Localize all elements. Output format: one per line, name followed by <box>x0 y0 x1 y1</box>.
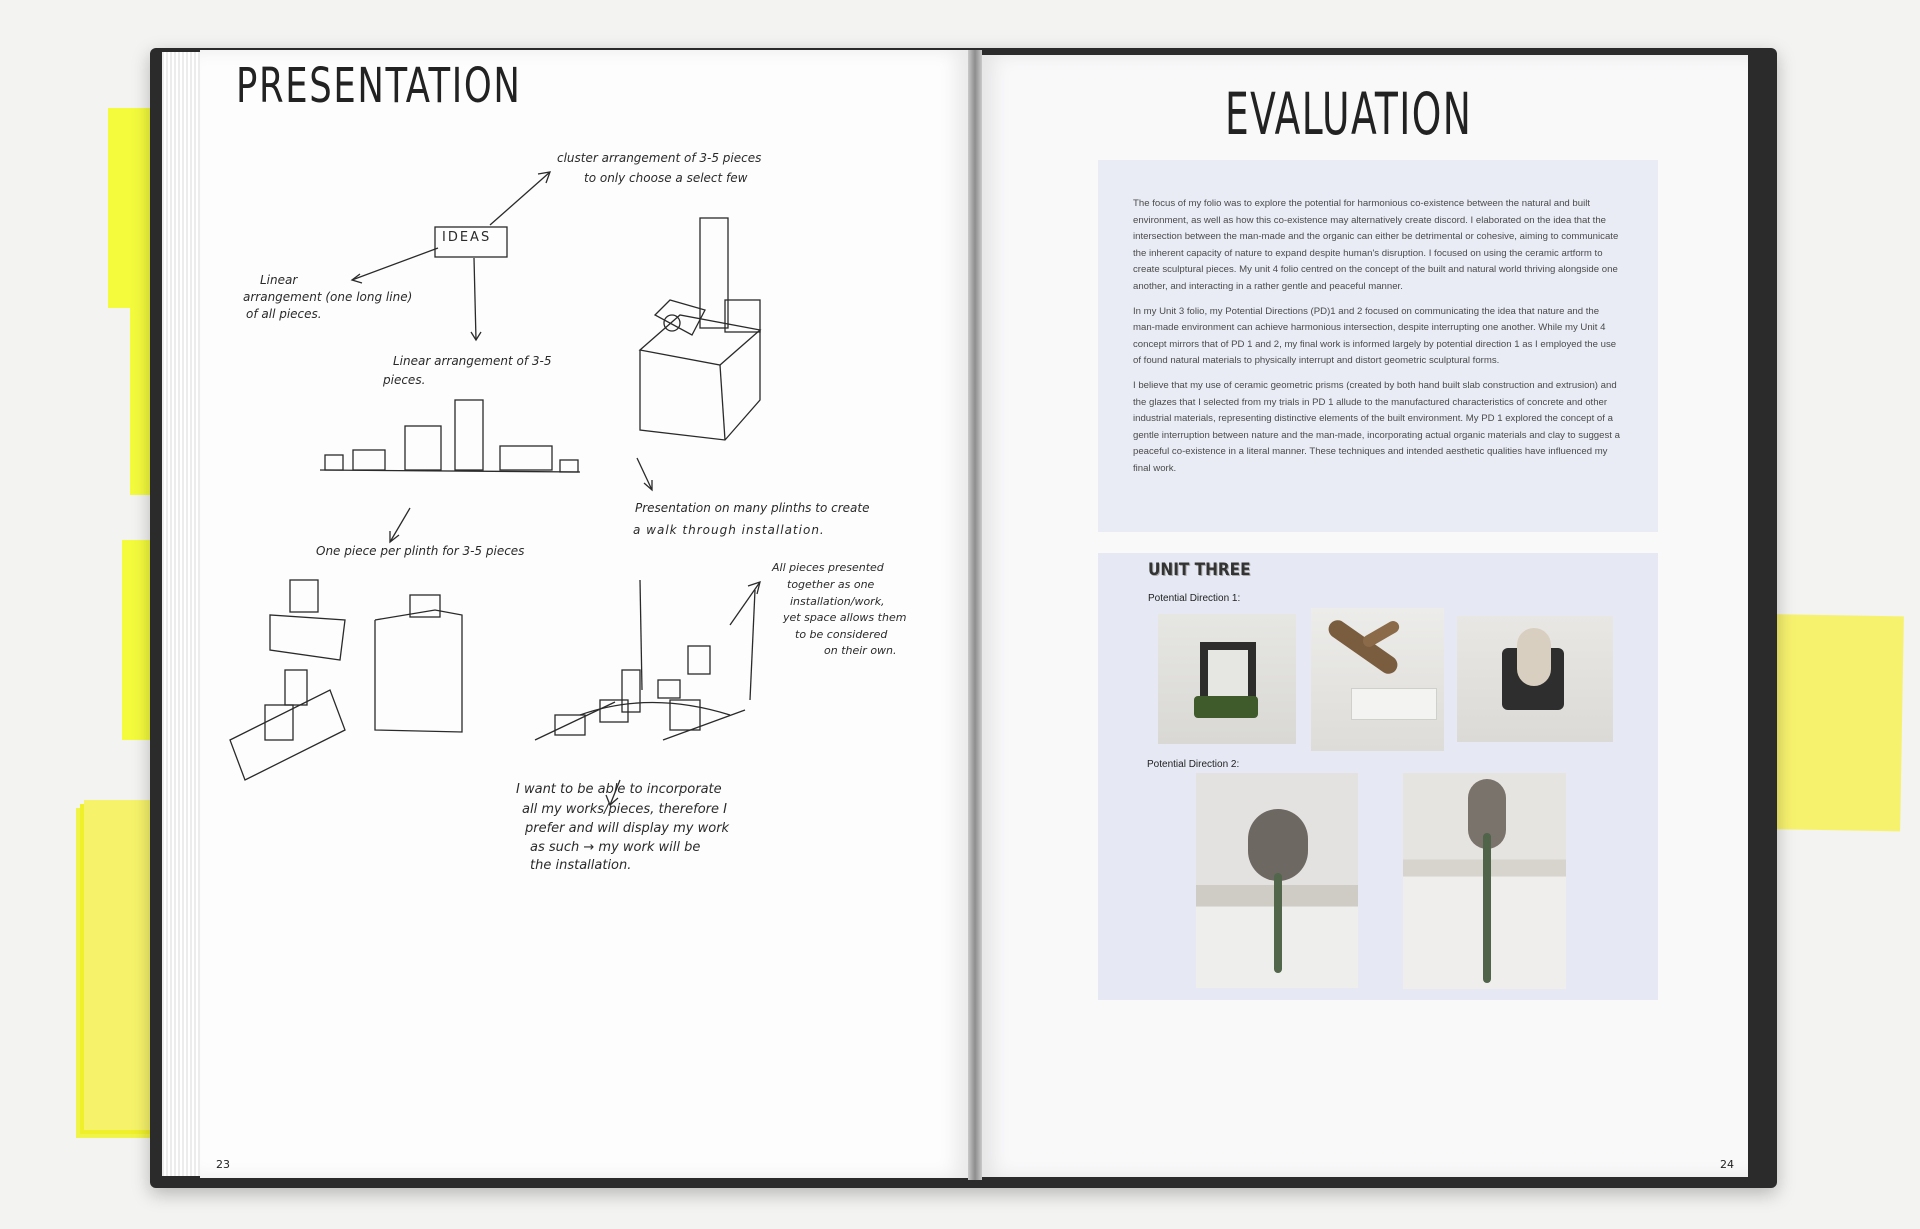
note-linear-line3: of all pieces. <box>246 307 322 321</box>
note-want-line3: prefer and will display my work <box>525 821 730 836</box>
note-want-line2: all my works/pieces, therefore I <box>522 802 727 817</box>
pd2-label: Potential Direction 2: <box>1147 759 1240 770</box>
note-all-line6: on their own. <box>824 644 897 657</box>
note-cluster-line2: to only choose a select few <box>584 171 748 185</box>
note-ideas: IDEAS <box>442 230 492 245</box>
page-title-presentation: PRESENTATION <box>236 58 522 114</box>
note-want-line4: as such → my work will be <box>530 840 701 855</box>
note-all-line3: installation/work, <box>790 595 885 608</box>
pd2-photo-wall-plant-1 <box>1196 773 1358 988</box>
evaluation-paragraph-2: In my Unit 3 folio, my Potential Directions (PD)1 and 2 focused on communicating the idea that nature and the man-made environment can achieve harmonious intersection, despite interrupting one another. While my Unit 4 concept mirrors that of PD 1 and 2, my final work is informed largely by potential direction 1 as I employed the use of found natural materials to physically interrupt and distort geometric sculptural forms. <box>1133 305 1617 367</box>
pd2-photo-wall-plant-2 <box>1403 773 1566 989</box>
page-title-evaluation: EVALUATION <box>1225 80 1473 148</box>
pd1-photo-frame-moss <box>1158 614 1296 744</box>
unit-three-title: UNIT THREE <box>1148 560 1251 580</box>
evaluation-text <box>1133 196 1623 486</box>
note-linear35-line1: Linear arrangement of 3-5 <box>393 354 552 368</box>
evaluation-paragraph-1: The focus of my folio was to explore the potential for harmonious co-existence between the natural and built environment, as well as how this co-existence may alternatively create discord. I elaborated on the idea that the intersection between the man-made and the organic can either be detrimental or cohesive, aiming to communicate the inherent capacity of nature to expand despite human's disruption. I focused on using the ceramic artform to create sculptural pieces. My unit 4 folio centred on the concept of the built and natural world thriving alongside one another, and interacting in a rather gentle and peaceful manner. <box>1133 198 1619 292</box>
note-cluster-line1: cluster arrangement of 3-5 pieces <box>557 151 762 165</box>
note-one-piece: One piece per plinth for 3-5 pieces <box>316 544 525 558</box>
note-all-line2: together as one <box>787 578 875 591</box>
note-linear-line1: Linear <box>260 273 298 287</box>
page-number-right: 24 <box>1720 1158 1734 1171</box>
pd1-label: Potential Direction 1: <box>1148 593 1241 604</box>
evaluation-paragraph-3: I believe that my use of ceramic geometric prisms (created by both hand built slab construction and extrusion) and the glazes that I selected from my trials in PD 1 allude to the manufactured characteristics of concrete and other industrial materials, representing distinctive elements of the built environment. My PD 1 explored the concept of a gentle interruption between nature and the man-made, incorporating actual organic materials and clay to suggest a peaceful co-existence in a literal manner. These techniques and intended aesthetic qualities have influenced my final work. <box>1133 379 1620 474</box>
note-all-line4: yet space allows them <box>783 611 907 624</box>
pd1-photo-driftwood <box>1311 608 1444 751</box>
note-want-line5: the installation. <box>530 858 632 873</box>
note-linear35-line2: pieces. <box>383 373 426 387</box>
note-all-line5: to be considered <box>795 628 888 641</box>
note-all-line1: All pieces presented <box>772 561 884 574</box>
note-plinths-line2: a walk through installation. <box>633 523 825 537</box>
book-gutter <box>968 50 982 1180</box>
page-edges <box>162 52 204 1176</box>
note-want-line1: I want to be able to incorporate <box>516 782 722 797</box>
note-plinths-line1: Presentation on many plinths to create <box>635 501 870 515</box>
pd1-photo-stone-block <box>1457 616 1613 742</box>
note-linear-line2: arrangement (one long line) <box>243 290 413 304</box>
page-number-left: 23 <box>216 1158 230 1171</box>
